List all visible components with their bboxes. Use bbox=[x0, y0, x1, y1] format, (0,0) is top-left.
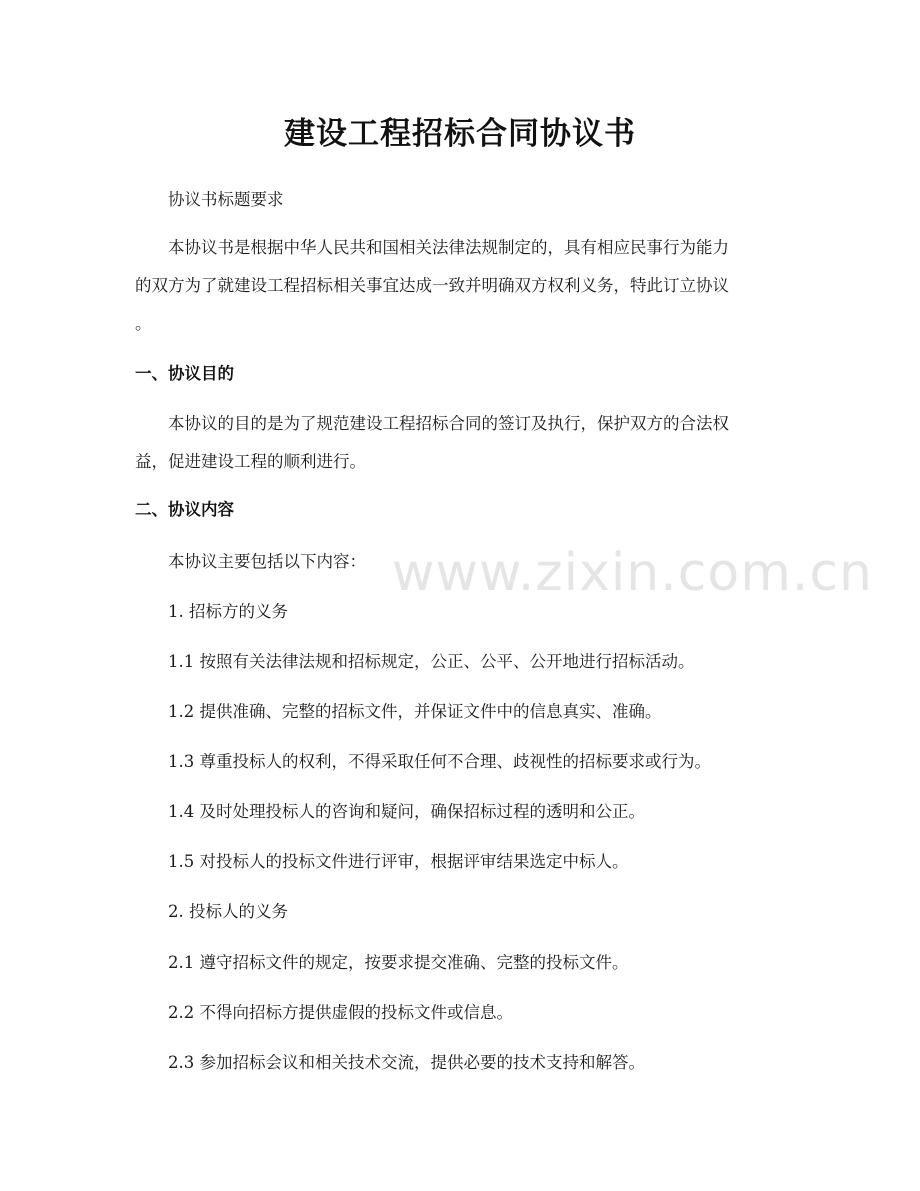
list-item: 1.5 对投标人的投标文件进行评审，根据评审结果选定中标人。 bbox=[168, 852, 629, 871]
list-item: 2.3 参加招标会议和相关技术交流，提供必要的技术支持和解答。 bbox=[168, 1053, 645, 1072]
list-item: 2.1 遵守招标文件的规定，按要求提交准确、完整的投标文件。 bbox=[168, 953, 629, 972]
section-1-heading: 一、协议目的 bbox=[135, 364, 234, 383]
intro-paragraph-line-2: 的双方为了就建设工程招标相关事宜达成一致并明确双方权利义务，特此订立协议 bbox=[135, 276, 729, 295]
watermark: www.zixin.com.cn bbox=[392, 543, 873, 603]
document-title: 建设工程招标合同协议书 bbox=[284, 116, 636, 152]
section-2-intro: 本协议主要包括以下内容： bbox=[168, 552, 366, 571]
section-2-heading: 二、协议内容 bbox=[135, 500, 234, 519]
section-1-line-2: 益，促进建设工程的顺利进行。 bbox=[135, 452, 366, 471]
intro-paragraph-line-3: 。 bbox=[135, 314, 152, 333]
list-item: 1. 招标方的义务 bbox=[168, 602, 288, 621]
intro-label: 协议书标题要求 bbox=[168, 190, 284, 209]
list-item: 1.3 尊重投标人的权利，不得采取任何不合理、歧视性的招标要求或行为。 bbox=[168, 752, 711, 771]
intro-paragraph-line-1: 本协议书是根据中华人民共和国相关法律法规制定的，具有相应民事行为能力 bbox=[168, 238, 729, 257]
section-1-line-1: 本协议的目的是为了规范建设工程招标合同的签订及执行，保护双方的合法权 bbox=[168, 414, 729, 433]
list-item: 1.1 按照有关法律法规和招标规定，公正、公平、公开地进行招标活动。 bbox=[168, 652, 695, 671]
list-item: 1.4 及时处理投标人的咨询和疑问，确保招标过程的透明和公正。 bbox=[168, 802, 645, 821]
list-item: 1.2 提供准确、完整的招标文件，并保证文件中的信息真实、准确。 bbox=[168, 702, 662, 721]
list-item: 2. 投标人的义务 bbox=[168, 902, 288, 921]
list-item: 2.2 不得向招标方提供虚假的投标文件或信息。 bbox=[168, 1003, 513, 1022]
